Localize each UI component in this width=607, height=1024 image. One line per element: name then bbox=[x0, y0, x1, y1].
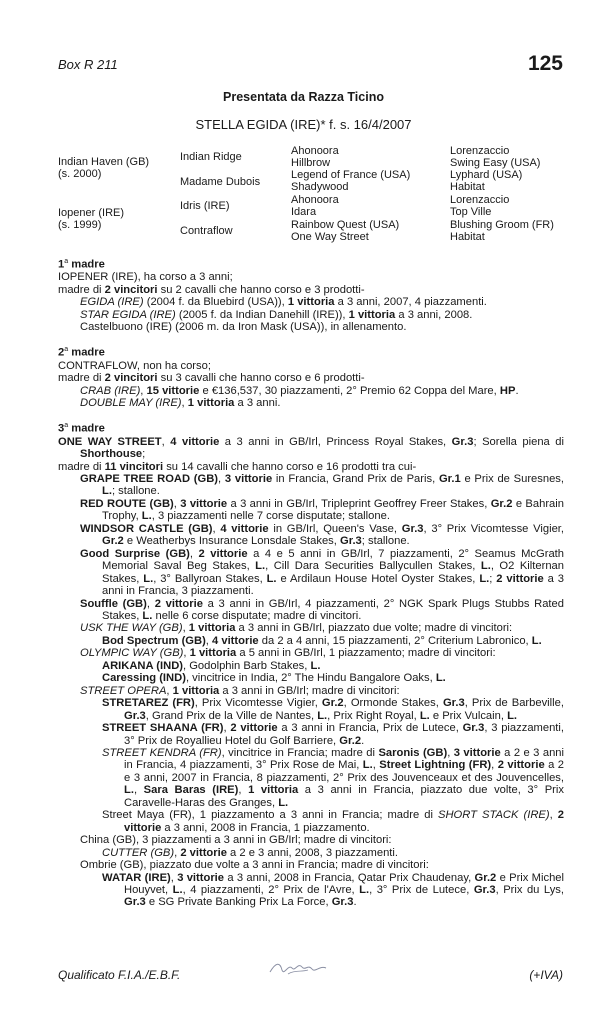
produce-entry: USK THE WAY (GB), 1 vittoria a 3 anni in GB/Irl, piazzato due volte; madre di vincitori: bbox=[80, 622, 513, 635]
pedigree-gen4: Swing Easy (USA) bbox=[450, 157, 541, 169]
produce-entry: Ombrie (GB), piazzato due volte a 3 anni in Francia; madre di vincitori: bbox=[80, 859, 429, 872]
lot-number: 125 bbox=[527, 52, 563, 75]
produce-entry: OLYMPIC WAY (GB), 1 vittoria a 5 anni in GB/Irl, 1 piazzamento; madre di vincitori: bbox=[80, 647, 496, 660]
dam-line-text bbox=[58, 253, 564, 909]
pedigree-gen3: Idara bbox=[291, 206, 317, 218]
pedigree-gen3: Ahonoora bbox=[291, 194, 339, 206]
pedigree-gen4: Lorenzaccio bbox=[450, 194, 510, 206]
horse-title: STELLA EGIDA (IRE)* f. s. 16/4/2007 bbox=[195, 117, 412, 132]
produce-entry: CRAB (IRE), 15 vittorie e €136,537, 30 piazzamenti, 2° Premio 62 Coppa del Mare, HP. bbox=[80, 384, 519, 397]
produce-entry: CUTTER (GB), 2 vittorie a 2 e 3 anni, 2008, 3 piazzamenti. bbox=[102, 846, 398, 859]
second-dam-heading: 2$^a$ madre bbox=[58, 346, 105, 360]
pedigree-gen3: Rainbow Quest (USA) bbox=[291, 219, 400, 231]
produce-entry: Castelbuono (IRE) (2006 m. da Iron Mask (USA)), in allenamento. bbox=[80, 321, 407, 333]
footer-qualification: Qualificato F.I.A./E.B.F. bbox=[58, 968, 181, 982]
second-dam-line: CONTRAFLOW, non ha corso; bbox=[58, 359, 211, 372]
produce-entry: Caressing (IND), vincitrice in India, 2° The Hindu Bangalore Oaks, L. bbox=[102, 672, 446, 685]
first-dam-heading: 1$^a$ madre bbox=[58, 258, 105, 271]
pedigree-gen4: Lorenzaccio bbox=[450, 145, 510, 157]
pedigree-dam: Iopener (IRE) (s. 1999) bbox=[58, 207, 125, 231]
pedigree-gen4: Lyphard (USA) bbox=[450, 169, 523, 181]
pedigree-gen2: Madame Dubois bbox=[180, 176, 261, 188]
second-dam-line: madre di 2 vincitori su 3 cavalli che hanno corso e 6 prodotti- bbox=[58, 372, 365, 385]
pedigree-gen4: Blushing Groom (FR) bbox=[450, 219, 554, 231]
pedigree-gen3: Legend of France (USA) bbox=[291, 169, 411, 181]
signature-icon bbox=[268, 958, 330, 980]
produce-entry: ARIKANA (IND), Godolphin Barb Stakes, L. bbox=[102, 659, 321, 672]
third-dam-line: madre di 11 vincitori su 14 cavalli che hanno corso e 16 prodotti tra cui- bbox=[58, 460, 417, 473]
first-dam-line: IOPENER (IRE), ha corso a 3 anni; bbox=[58, 271, 233, 284]
produce-entry: STREET SHAANA (FR), 2 vittorie a 3 anni in Francia, Prix de Lutece, Gr.3, 3 piazzamenti, 3° Prix de Royallieu Hotel du Golf Barriere, Gr.2. bbox=[102, 722, 565, 747]
produce-entry: WINDSOR CASTLE (GB), 4 vittorie in GB/Irl, Queen's Vase, Gr.3, 3° Prix Vicomtesse Vigier, Gr.2 e Weatherbys Insurance Lonsdale Stakes, Gr.3; stallone. bbox=[80, 522, 565, 548]
pedigree-sire: Indian Haven (GB) (s. 2000) bbox=[58, 156, 150, 180]
pedigree-gen2: Idris (IRE) bbox=[180, 200, 230, 212]
pedigree-gen3: Ahonoora bbox=[291, 145, 339, 157]
produce-entry: EGIDA (IRE) (2004 f. da Bluebird (USA)), 1 vittoria a 3 anni, 2007, 4 piazzamenti. bbox=[80, 296, 487, 309]
produce-entry: DOUBLE MAY (IRE), 1 vittoria a 3 anni. bbox=[80, 397, 281, 409]
produce-entry: STRETAREZ (FR), Prix Vicomtesse Vigier, Gr.2, Ormonde Stakes, Gr.3, Prix de Barbeville, Gr.3, Grand Prix de la Ville de Nantes, L., Prix Right Royal, L. e Prix Vulcain, L. bbox=[102, 697, 564, 722]
produce-entry: RED ROUTE (GB), 3 vittorie a 3 anni in GB/Irl, Tripleprint Geoffrey Freer Stakes, Gr.2 e Bahrain Trophy, L., 3 piazzamenti nelle 7 corse disputate; stallone. bbox=[80, 497, 564, 523]
produce-entry: Street Maya (FR), 1 piazzamento a 3 anni in Francia; madre di SHORT STACK (IRE), 2 vittorie a 3 anni, 2008 in Francia, 1 piazzamento. bbox=[102, 809, 565, 834]
pedigree-gen4: Habitat bbox=[450, 181, 485, 193]
pedigree-gen4: Top Ville bbox=[450, 206, 492, 218]
first-dam-line: madre di 2 vincitori su 2 cavalli che hanno corso e 3 prodotti- bbox=[58, 283, 365, 296]
pedigree-gen3: Hillbrow bbox=[291, 157, 331, 169]
pedigree-gen2: Contraflow bbox=[180, 225, 233, 237]
produce-entry: Bod Spectrum (GB), 4 vittorie da 2 a 4 anni, 15 piazzamenti, 2° Criterium Labronico, L. bbox=[102, 634, 542, 647]
produce-entry: China (GB), 3 piazzamenti a 3 anni in GB/Irl; madre di vincitori: bbox=[80, 834, 392, 847]
produce-entry: STREET OPERA, 1 vittoria a 3 anni in GB/Irl; madre di vincitori: bbox=[80, 684, 400, 697]
pedigree-gen3: Shadywood bbox=[291, 181, 349, 193]
presenter-line: Presentata da Razza Ticino bbox=[223, 90, 384, 104]
pedigree-gen2: Indian Ridge bbox=[180, 151, 242, 163]
produce-entry: WATAR (IRE), 3 vittorie a 3 anni, 2008 in Francia, Qatar Prix Chaudenay, Gr.2 e Prix Michel Houyvet, L., 4 piazzamenti, 2° Prix de l'Avre, L., 3° Prix de Lutece, Gr.3, Prix du Lys, Gr.3 e SG Private Banking Prix La Force, Gr.3. bbox=[102, 871, 565, 909]
produce-entry: STAR EGIDA (IRE) (2005 f. da Indian Danehill (IRE)), 1 vittoria a 3 anni, 2008. bbox=[80, 308, 473, 321]
box-label: Box R 211 bbox=[58, 57, 118, 72]
pedigree-gen3: One Way Street bbox=[291, 231, 369, 243]
pedigree-gen4: Habitat bbox=[450, 231, 485, 243]
produce-entry: Good Surprise (GB), 2 vittorie a 4 e 5 anni in GB/Irl, 7 piazzamenti, 2° Seamus McGrath Memorial Saval Beg Stakes, L., Cill Dara Securities Ballycullen Stakes, L., O2 Kilternan Stakes, L., 3° Ballyroan Stakes, L. e Ardilaun House Hotel Oyster Stakes, L.; 2 vittorie a 3 anni in Francia, 3 piazzamenti. bbox=[80, 547, 565, 598]
third-dam-heading: 3$^a$ madre bbox=[58, 422, 105, 436]
footer-vat: (+IVA) bbox=[529, 968, 563, 982]
produce-entry: GRAPE TREE ROAD (GB), 3 vittorie in Francia, Grand Prix de Paris, Gr.1 e Prix de Suresnes, L.; stallone. bbox=[80, 473, 565, 498]
produce-entry: STREET KENDRA (FR), vincitrice in Francia; madre di Saronis (GB), 3 vittorie a 2 e 3 anni in Francia, 4 piazzamenti, 3° Prix Rose de Mai, L., Street Lightning (FR), 2 vittorie a 2 e 3 anni, 2007 in Francia, 8 piazzamenti, 2° Prix des Jouvenceaux et des Jouvencelles, L., Sara Baras (IRE), 1 vittoria a 3 anni in Francia, piazzato due volte, 3° Prix Caravelle-Haras des Granges, L. bbox=[102, 746, 564, 809]
produce-entry: Souffle (GB), 2 vittorie a 3 anni in GB/Irl, 4 piazzamenti, 2° NGK Spark Plugs Stubbs Rated Stakes, L. nelle 6 corse disputate; madre di vincitori. bbox=[80, 597, 564, 622]
third-dam-line: ONE WAY STREET, 4 vittorie a 3 anni in GB/Irl, Princess Royal Stakes, Gr.3; Sorella piena di Shorthouse; bbox=[58, 435, 564, 461]
